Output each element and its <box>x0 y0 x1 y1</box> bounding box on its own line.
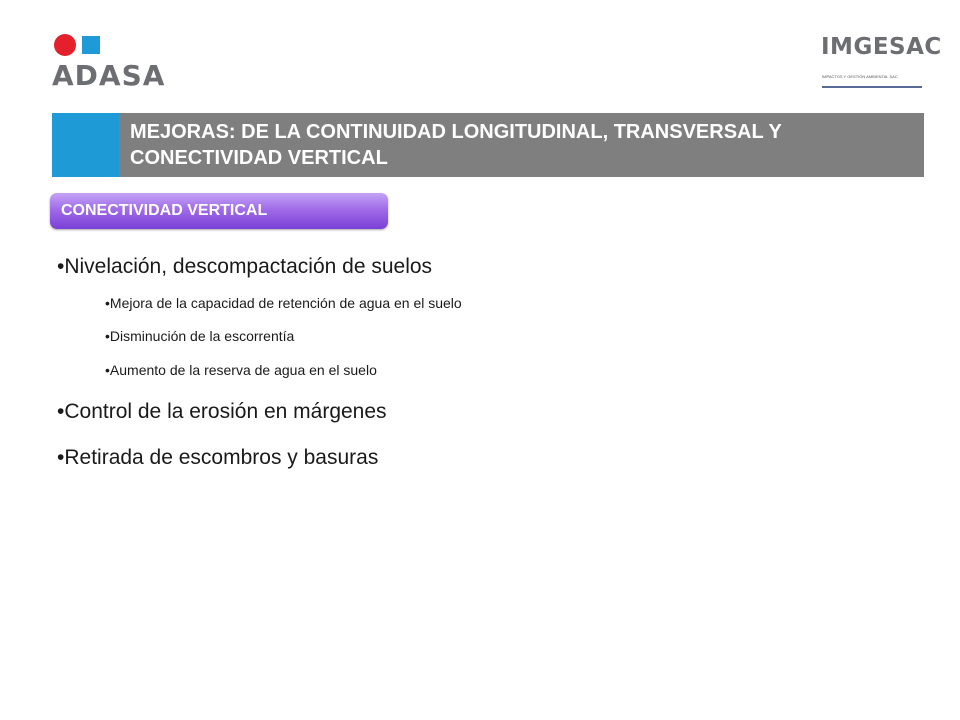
imgesac-logo <box>818 30 942 98</box>
adasa-logo <box>52 32 182 96</box>
imgesac-logo-text: IMGESAC <box>821 34 942 60</box>
blue-square-icon <box>82 36 100 54</box>
imgesac-logo-subtitle: IMPACTOS Y GESTIÓN AMBIENTAL SAC <box>822 74 898 79</box>
section-label-pill <box>50 193 388 229</box>
sub-bullet-item: •Aumento de la reserva de agua en el suelo <box>105 362 377 378</box>
red-circle-icon <box>54 34 76 56</box>
adasa-logo-text: ADASA <box>52 59 166 92</box>
bullet-item: •Nivelación, descompactación de suelos <box>57 255 433 278</box>
bullet-item: •Retirada de escombros y basuras <box>57 446 379 469</box>
imgesac-logo-underline <box>822 86 922 88</box>
sub-bullet-item: •Mejora de la capacidad de retención de agua en el suelo <box>105 295 462 311</box>
slide-title: MEJORAS: DE LA CONTINUIDAD LONGITUDINAL, TRANSVERSAL Y CONECTIVIDAD VERTICAL <box>130 121 782 169</box>
title-bar <box>52 113 924 177</box>
sub-bullet-item: •Disminución de la escorrentía <box>105 328 295 344</box>
bullet-item: •Control de la erosión en márgenes <box>57 400 387 423</box>
title-accent-block <box>52 113 119 177</box>
section-label: CONECTIVIDAD VERTICAL <box>61 202 268 219</box>
